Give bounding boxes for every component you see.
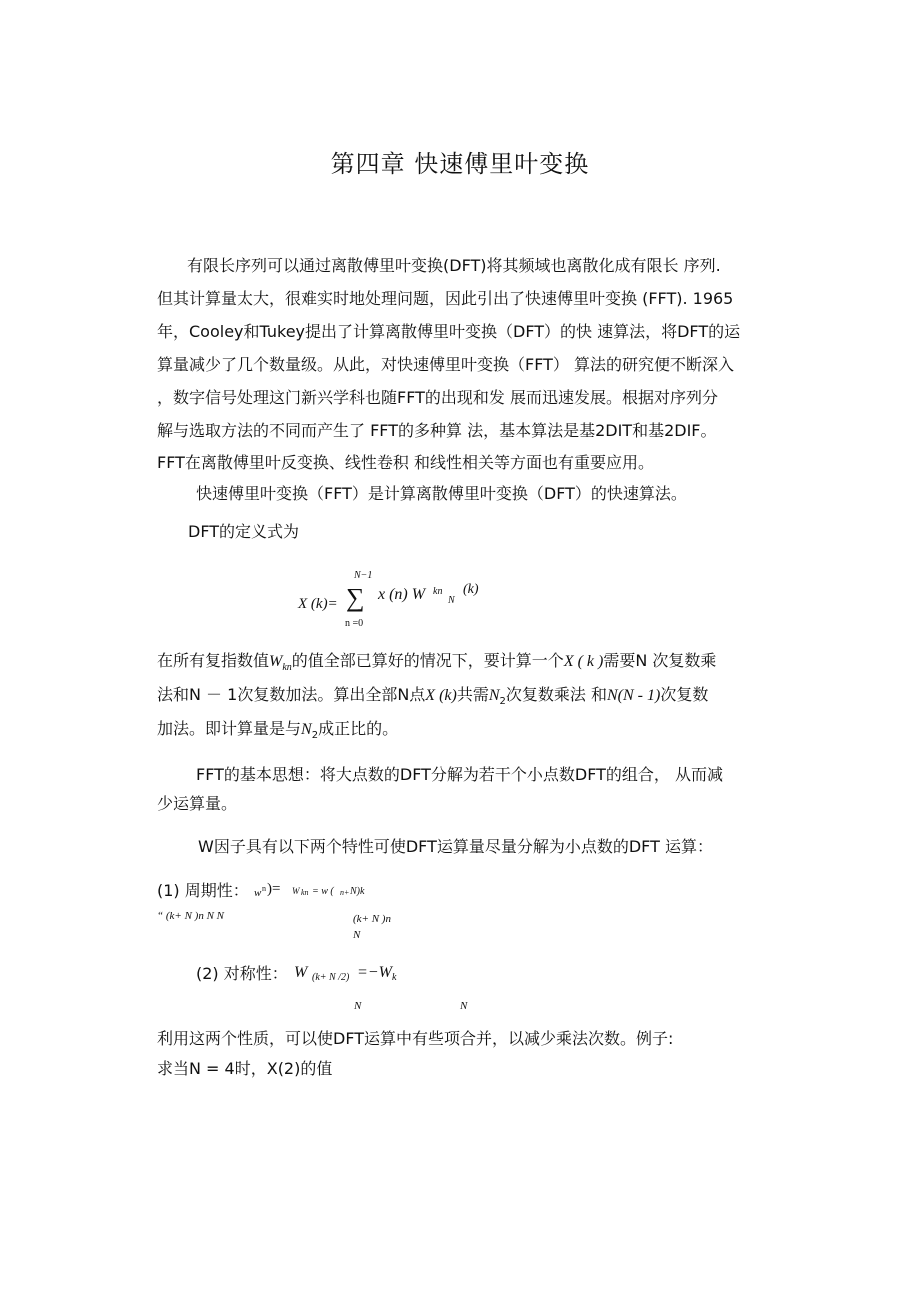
property1-rhs-nk: N)k: [350, 886, 365, 897]
formula-lhs: X (k)=: [298, 596, 338, 612]
paragraph1-line3: 年，Cooley和Tukey提出了计算离散傅里叶变换（DFT）的快 速算法，将DFT的运: [157, 322, 741, 341]
property1-w2-sub: kn: [301, 888, 309, 897]
property2-w-sub: (k+ N /2): [312, 972, 350, 983]
p3-line2-nsup: 2: [499, 696, 506, 708]
property2-rhs-sub: k: [392, 972, 397, 983]
p3-text-c: 需要N 次复数乘: [603, 651, 717, 670]
formula-exponent: kn: [433, 586, 443, 597]
p3-line3-n: N: [301, 721, 312, 738]
property2-n2: N: [460, 1000, 468, 1012]
chapter-title: 第四章 快速傅里叶变换: [330, 150, 590, 178]
p3-xk: X ( k ): [563, 653, 604, 670]
property1-line2b: (k+ N )n: [353, 913, 391, 925]
paragraph1-line2: 但其计算量太大，很难实时地处理问题，因此引出了快速傅里叶变换 (FFT). 1965: [157, 289, 734, 308]
p3-text-a: 在所有复指数值: [157, 651, 270, 670]
p3-line3-nsup: 2: [311, 730, 319, 742]
p3-line2-nn: N(N - 1): [606, 687, 661, 704]
property1-line3: N: [353, 929, 361, 941]
p3-line2-e: 次复数: [660, 685, 709, 704]
p3-line2-a: 法和N － 1次复数加法。算出全部N点: [157, 685, 426, 704]
dft-intro: DFT的定义式为: [188, 522, 300, 541]
paragraph1-line6: 解与选取方法的不同而产生了 FFT的多种算 法，基本算法是基2DIT和基2DIF。: [157, 421, 717, 440]
property2-w: W: [294, 964, 308, 981]
p3-line2-b: 共需: [456, 685, 489, 704]
paragraph1-line1: 有限长序列可以通过离散傅里叶变换(DFT)将其频域也离散化成有限长 序列.: [187, 256, 721, 275]
p3-w-subscript: kn: [282, 662, 292, 674]
property2-rhs: =−W: [357, 964, 392, 981]
property1-w: w: [254, 887, 262, 899]
p3-line2-c: 次复数乘法 和: [505, 685, 607, 704]
property1-label: (1) 周期性：: [157, 881, 249, 900]
formula-lower-limit: n =0: [345, 618, 364, 629]
formula-paren: (k): [463, 582, 479, 597]
p3-w-symbol: W: [269, 653, 283, 670]
paragraph7: 求当N = 4时，X(2)的值: [157, 1059, 333, 1078]
property1-w-sup: n: [262, 884, 266, 893]
paragraph4-line1: FFT的基本思想：将大点数的DFT分解为若干个小点数DFT的组合， 从而减: [196, 765, 724, 784]
p3-line3-a: 加法。即计算量是与: [157, 719, 302, 738]
formula-sum-symbol: ∑: [346, 583, 365, 612]
paragraph4-line2: 少运算量。: [157, 794, 238, 813]
paragraph3-line2: [157, 685, 708, 712]
property1-eq: )=: [267, 881, 281, 897]
formula-body: x (n) W: [378, 586, 426, 603]
property1-rhs: = w (: [312, 886, 334, 897]
p3-line3-b: 成正比的。: [318, 719, 399, 738]
p3-line2-n: N: [488, 687, 500, 704]
paragraph3-line1: [157, 651, 716, 678]
formula-subscript: N: [448, 595, 455, 606]
formula-upper-limit: N−1: [354, 570, 373, 581]
paragraph5: W因子具有以下两个特性可使DFT运算量尽量分解为小点数的DFT 运算：: [198, 837, 713, 856]
property1-rhs-n: n+: [340, 888, 350, 897]
paragraph1-line7: FFT在离散傅里叶反变换、线性卷积 和线性相关等方面也有重要应用。: [157, 453, 654, 472]
property1-line2: “ (k+ N )n N N: [157, 910, 225, 922]
paragraph3-line3: [157, 719, 398, 746]
paragraph1-line5: ，数字信号处理这门新兴学科也随FFT的出现和发 展而迅速发展。根据对序列分: [157, 388, 718, 407]
paragraph1-line4: 算量减少了几个数量级。从此，对快速傅里叶变换（FFT） 算法的研究便不断深入: [157, 355, 734, 374]
p3-text-b: 的值全部已算好的情况下，要计算一个: [291, 651, 564, 670]
property1-w2: W: [292, 886, 300, 896]
property2-n1: N: [354, 1000, 362, 1012]
property2-label: (2) 对称性：: [196, 964, 288, 983]
p3-line2-xk: X (k): [425, 687, 457, 704]
paragraph6: 利用这两个性质，可以使DFT运算中有些项合并，以减少乘法次数。例子:: [157, 1029, 674, 1048]
paragraph2: 快速傅里叶变换（FFT）是计算离散傅里叶变换（DFT）的快速算法。: [196, 484, 687, 503]
